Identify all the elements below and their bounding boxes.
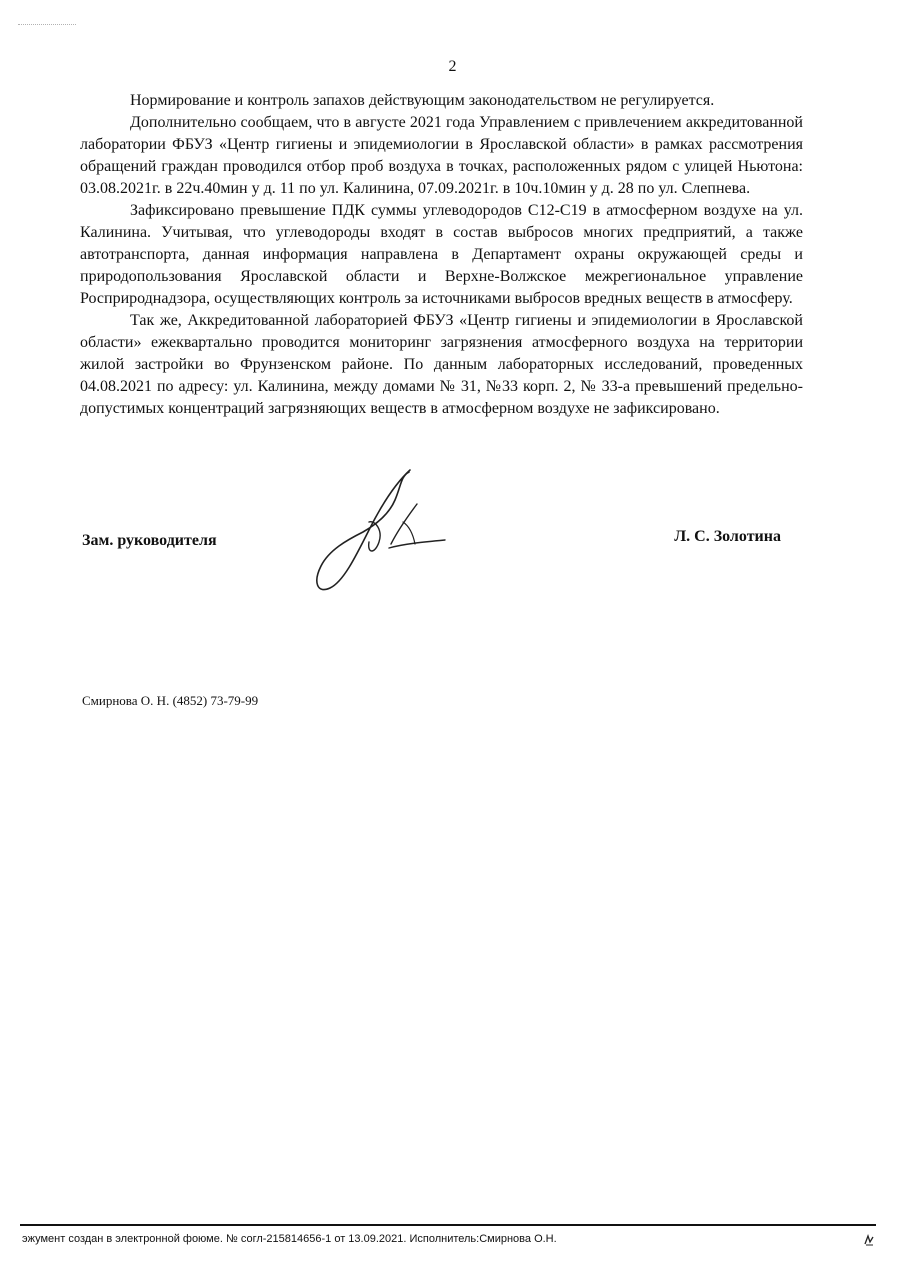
footer-divider: [20, 1224, 876, 1226]
executor-contact: Смирнова О. Н. (4852) 73-79-99: [82, 693, 259, 708]
body-paragraph-4: Так же, Аккредитованной лабораторией ФБУЗ «Центр гигиены и эпидемиологии в Ярославской области» ежеквартально проводится мониторинг загрязнения атмосферного воздуха на территории жилой застройки во Фрунзенском районе. По данным лабораторных исследований, проведенных 04.08.2021 по адресу: ул. Калинина, между домами № 31, №33 корп. 2, № 33-а превышений предельно-допустимых концентраций загрязняющих веществ в атмосферном воздухе не зафиксировано.: [80, 312, 803, 417]
body-paragraph-3: Зафиксировано превышение ПДК суммы углеводородов С12-С19 в атмосферном воздухе на ул. Калинина. Учитывая, что углеводороды входят в состав выбросов многих предприятий, а также автотранспорта, данная информация направлена в Департамент охраны окружающей среды и природопользования Ярославской области и Верхне-Волжское межрегиональное управление Росприроднадзора, осуществляющих контроль за источниками выбросов вредных веществ в атмосферу.: [80, 202, 803, 307]
body-paragraph-1: Нормирование и контроль запахов действующим законодательством не регулируется.: [130, 92, 715, 109]
signatory-title: Зам. руководителя: [82, 532, 217, 549]
body-paragraph-2: Дополнительно сообщаем, что в августе 2021 года Управлением с привлечением аккредитованной лаборатории ФБУЗ «Центр гигиены и эпидемиологии в Ярославской области» в рамках рассмотрения обращений граждан проводился отбор проб воздуха в точках, расположенных рядом с улицей Ньютона: 03.08.2021г. в 22ч.40мин у д. 11 по ул. Калинина, 07.09.2021г. в 10ч.10мин у д. 28 по ул. Слепнева.: [80, 114, 803, 197]
page-number: 2: [448, 58, 457, 75]
signatory-name: Л. С. Золотина: [674, 528, 781, 545]
page-corner-mark-icon: [863, 1234, 875, 1246]
letter-body: [80, 90, 803, 420]
handwritten-signature: [305, 462, 455, 597]
footer-text: эжумент создан в электронной фоюме. № согл-215814656-1 от 13.09.2021. Исполнитель:Смирнова О.Н.: [22, 1233, 557, 1245]
scan-artifact: [18, 24, 76, 28]
